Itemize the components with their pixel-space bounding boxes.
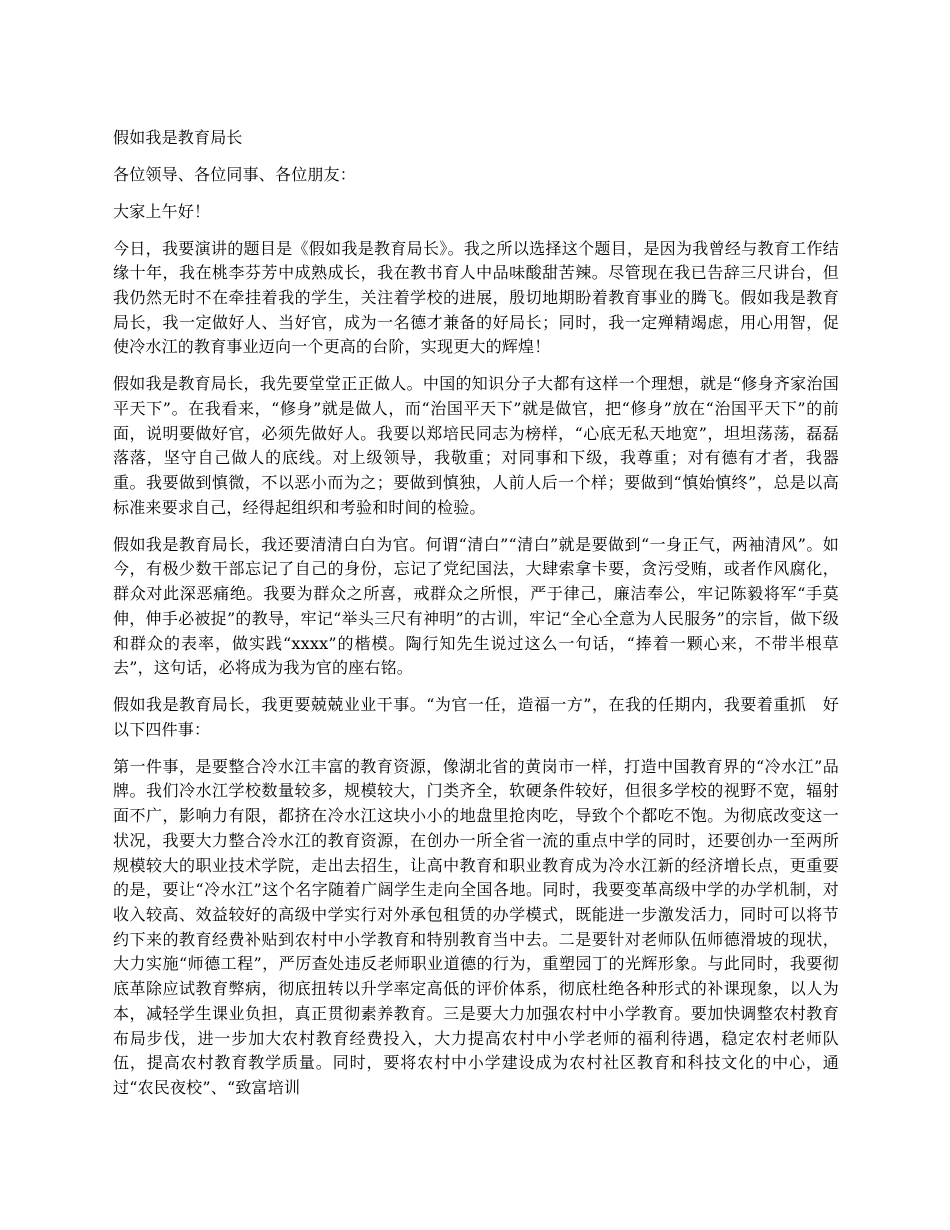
- intro-paragraph: 今日，我要演讲的题目是《假如我是教育局长》。我之所以选择这个题目，是因为我曾经与教育工作结缘十年，我在桃李芬芳中成熟成长，我在教书育人中品味酸甜苦辣。尽管现在我已告辞三尺讲台，但我仍然无时不在牵挂着我的学生，关注着学校的进展，殷切地期盼着教育事业的腾飞。假如我是教育局长，我一定做好人、当好官，成为一名德才兼备的好局长；同时，我一定殚精竭虑，用心用智，促使冷水江的教育事业迈向一个更高的台阶，实现更大的辉煌！: [113, 238, 839, 357]
- body-paragraph-diligence: 假如我是教育局长，我更要兢兢业业干事。“为官一任，造福一方”，在我的任期内，我要着重抓 好以下四件事：: [113, 695, 839, 739]
- document-page: [113, 126, 839, 1113]
- body-paragraph-first-task: 第一件事，是要整合冷水江丰富的教育资源，像湖北省的黄岗市一样，打造中国教育界的“冷水江”品牌。我们冷水江学校数量较多，规模较大，门类齐全，软硬条件较好，但很多学校的视野不宽，辐射面不广，影响力有限，都挤在冷水江这块小小的地盘里抢肉吃，导致个个都吃不饱。为彻底改变这一状况，我要大力整合冷水江的教育资源，在创办一所全省一流的重点中学的同时，还要创办一至两所规模较大的职业技术学院，走出去招生，让高中教育和职业教育成为冷水江新的经济增长点，更重要的是，要让“冷水江”这个名字随着广阔学生走向全国各地。同时，我要变革高级中学的办学机制，对收入较高、效益较好的高级中学实行对外承包租赁的办学模式，既能进一步激发活力，同时可以将节约下来的教育经费补贴到农村中小学教育和特别教育当中去。二是要针对老师队伍师德滑坡的现状，大力实施“师德工程”，严厉查处违反老师职业道德的行为，重塑园丁的光辉形象。与此同时，我要彻底革除应试教育弊病，彻底扭转以升学率定高低的评价体系，彻底杜绝各种形式的补课现象，以人为本，减轻学生课业负担，真正贯彻素养教育。三是要大力加强农村中小学教育。要加快调整农村教育布局步伐，进一步加大农村教育经费投入，大力提高农村中小学老师的福利待遇，稳定农村老师队伍，提高农村教育教学质量。同时，要将农村中小学建设成为农村社区教育和科技文化的中心，通过“农民夜校”、“致富培训: [113, 756, 839, 1097]
- greeting-paragraph: 大家上午好！: [113, 201, 211, 221]
- document-title: 假如我是教育局长: [113, 128, 243, 147]
- body-paragraph-honesty: 假如我是教育局长，我还要清清白白为官。何谓“清白”“清白”就是要做到“一身正气，两袖清风”。如今，有极少数干部忘记了自己的身份，忘记了党纪国法，大肆索拿卡要，贪污受贿，或者作风腐化，群众对此深恶痛绝。我要为群众之所喜，戒群众之所恨，严于律己，廉洁奉公，牢记陈毅将军“手莫伸，伸手必被捉”的教导，牢记“举头三尺有神明”的古训，牢记“全心全意为人民服务”的宗旨，做下级和群众的表率，做实践“xxxx”的楷模。陶行知先生说过这么一句话，“捧着一颗心来，不带半根草去”，这句话，必将成为我为官的座右铭。: [113, 534, 839, 678]
- body-paragraph-integrity: 假如我是教育局长，我先要堂堂正正做人。中国的知识分子大都有这样一个理想，就是“修身齐家治国平天下”。在我看来，“修身”就是做人，而“治国平天下”就是做官，把“修身”放在“治国平天下”的前面，说明要做好官，必须先做好人。我要以郑培民同志为榜样，“心底无私天地宽”，坦坦荡荡，磊磊落落，坚守自己做人的底线。对上级领导，我敬重；对同事和下级，我尊重；对有德有才者，我器重。我要做到慎微，不以恶小而为之；要做到慎独，人前人后一个样；要做到“慎始慎终”，总是以高标准来要求自己，经得起组织和考验和时间的检验。: [113, 374, 839, 517]
- salutation-paragraph: 各位领导、各位同事、各位朋友：: [113, 164, 357, 184]
